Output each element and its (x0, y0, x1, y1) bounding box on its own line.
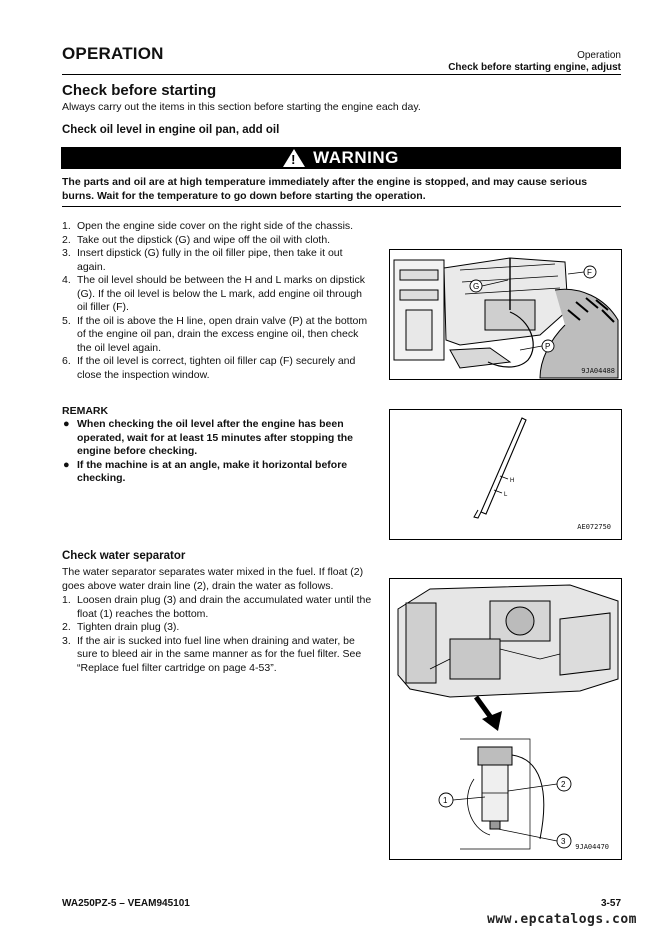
oil-check-steps (62, 220, 372, 382)
subsection-name: Check before starting engine, adjust (448, 62, 621, 73)
figure-engine-oil-filler (389, 249, 622, 380)
remark-list (62, 418, 372, 486)
list-item: 4. The oil level should be between the H and L marks on dipstick (G). If the oil level is below the L mark, add engine oil through oil filler (F). (62, 274, 365, 313)
list-item: 1. Open the engine side cover on the right side of the chassis. (62, 220, 354, 232)
figure-code: AE072750 (577, 523, 611, 531)
warning-triangle-icon: ! (283, 149, 305, 167)
figure-dipstick (389, 409, 622, 540)
list-item: 1. Loosen drain plug (3) and drain the accumulated water until the float (1) reaches the bottom. (62, 594, 372, 620)
list-item: 2. Take out the dipstick (G) and wipe off the oil with cloth. (62, 233, 331, 246)
water-separator-steps (62, 594, 372, 675)
warning-banner (61, 147, 621, 169)
list-item: 3. If the air is sucked into fuel line when draining and water, be sure to bleed air in the same manner as for the fuel filter. See “Replace fuel filter cartridge on page 4-53”. (62, 634, 362, 674)
dipstick-mark-h: H (510, 478, 515, 484)
watermark-text: www.epcatalogs.com (487, 912, 637, 927)
subheading-check-water-separator: Check water separator (62, 550, 186, 562)
callout-3: 3 (561, 837, 566, 846)
list-item: 6. If the oil level is correct, tighten oil filler cap (F) securely and close the inspection window. (62, 355, 356, 381)
section-intro: Always carry out the items in this section before starting the engine each day. (62, 101, 421, 113)
warning-label: WARNING (313, 148, 399, 167)
section-name: Operation (577, 50, 621, 61)
section-heading-check-before-starting: Check before starting (62, 82, 217, 99)
water-intro: The water separator separates water mixed in the fuel. If float (2) goes above water drain line (2), drain the water as follows. (62, 566, 364, 592)
warning-divider (62, 206, 621, 207)
water-separator-illustration (390, 579, 621, 859)
running-header (448, 50, 621, 74)
subheading-check-oil-level: Check oil level in engine oil pan, add oil (62, 124, 280, 136)
footer-model: WA250PZ-5 – VEAM945101 (62, 898, 190, 909)
warning-text: The parts and oil are at high temperature immediately after the engine is stopped, and may cause serious burns. Wait for the temperature to go down before starting the operation. (62, 176, 588, 202)
callout-f: F (587, 268, 592, 277)
page-number: 3-57 (600, 898, 621, 909)
dipstick-mark-l: L (504, 492, 508, 498)
engine-illustration (390, 250, 621, 379)
remark-heading: REMARK (62, 405, 109, 417)
header-divider (62, 74, 621, 75)
figure-water-separator (389, 578, 622, 860)
list-item: ● When checking the oil level after the engine has been operated, wait for at least 15 minutes after stopping the engine before checking. (63, 418, 353, 457)
figure-code: 9JA04470 (575, 843, 609, 851)
callout-p: P (545, 342, 551, 351)
callout-g: G (473, 282, 480, 291)
list-item: 2. Tighten drain plug (3). (62, 621, 180, 633)
list-item: 5. If the oil is above the H line, open drain valve (P) at the bottom of the engine oil pan, drain the excess engine oil, then check the oil level again. (62, 314, 368, 354)
list-item: 3. Insert dipstick (G) fully in the oil filler pipe, then take it out again. (62, 247, 343, 273)
callout-2: 2 (561, 780, 566, 789)
page-title: OPERATION (62, 44, 164, 63)
callout-1: 1 (443, 796, 448, 805)
figure-code: 9JA04488 (581, 367, 615, 375)
dipstick-illustration (390, 410, 621, 539)
list-item: ● If the machine is at an angle, make it horizontal before checking. (63, 458, 348, 484)
